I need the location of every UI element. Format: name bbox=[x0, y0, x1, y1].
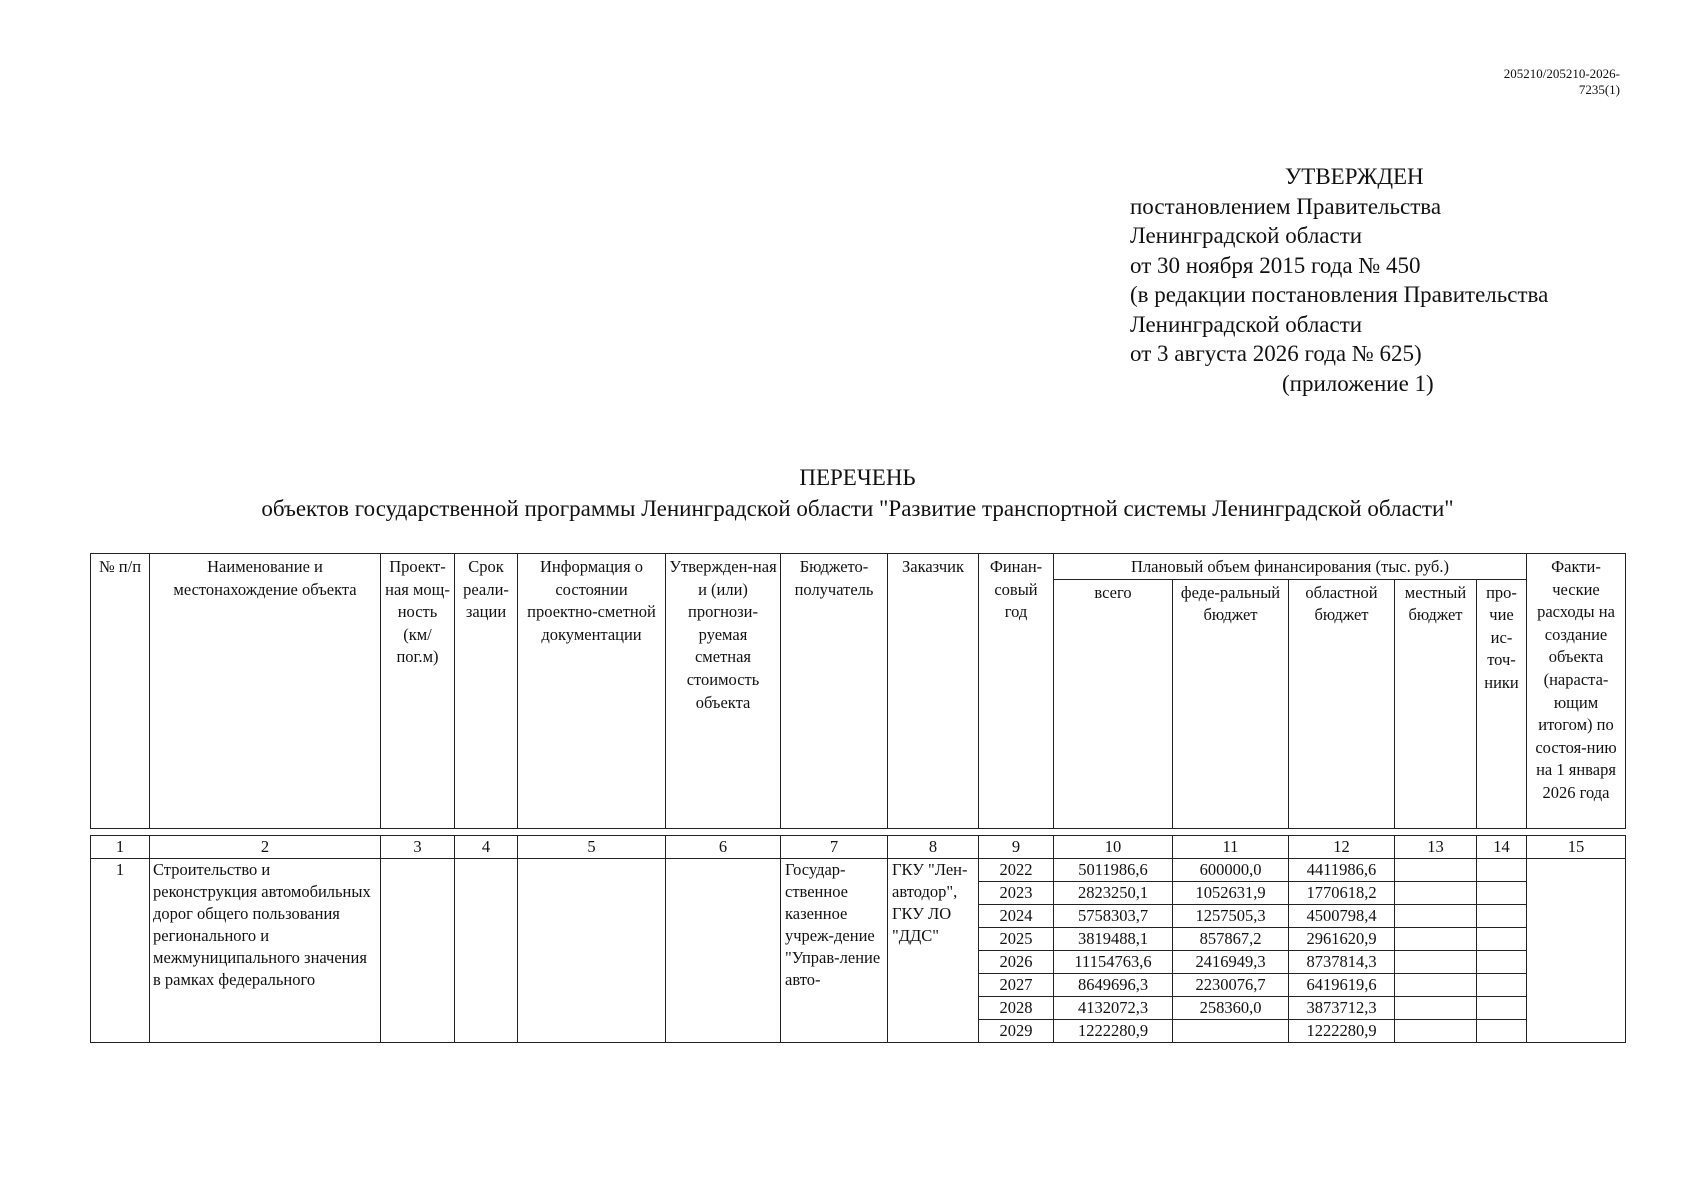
year-cell: 2027 bbox=[979, 974, 1054, 997]
column-number: 11 bbox=[1173, 836, 1289, 859]
year-cell: 2026 bbox=[979, 951, 1054, 974]
header-planned-group: Плановый объем финансирования (тыс. руб.) bbox=[1054, 554, 1527, 580]
total-cell: 11154763,6 bbox=[1054, 951, 1173, 974]
approval-annex: (приложение 1) bbox=[1282, 370, 1434, 396]
approval-line: Ленинградской области bbox=[1130, 311, 1363, 337]
federal-cell: 2416949,3 bbox=[1173, 951, 1289, 974]
year-cell: 2028 bbox=[979, 997, 1054, 1020]
header-total: всего bbox=[1054, 579, 1173, 828]
local-cell bbox=[1395, 951, 1477, 974]
year-cell: 2023 bbox=[979, 882, 1054, 905]
local-cell bbox=[1395, 997, 1477, 1020]
column-number: 4 bbox=[455, 836, 518, 859]
federal-cell: 2230076,7 bbox=[1173, 974, 1289, 997]
header-fin-year: Финан-совый год bbox=[979, 554, 1054, 829]
federal-cell: 1257505,3 bbox=[1173, 905, 1289, 928]
local-cell bbox=[1395, 974, 1477, 997]
local-cell bbox=[1395, 1020, 1477, 1043]
header-local: местный бюджет bbox=[1395, 579, 1477, 828]
regional-cell: 3873712,3 bbox=[1289, 997, 1395, 1020]
federal-cell: 258360,0 bbox=[1173, 997, 1289, 1020]
federal-cell bbox=[1173, 1020, 1289, 1043]
year-cell: 2025 bbox=[979, 928, 1054, 951]
header-name: Наименование и местонахождение объекта bbox=[150, 554, 381, 829]
approval-stamp bbox=[1130, 162, 1650, 398]
header-regional: областной бюджет bbox=[1289, 579, 1395, 828]
header-capacity: Проект-ная мощ-ность (км/ пог.м) bbox=[381, 554, 455, 829]
total-cell: 5758303,7 bbox=[1054, 905, 1173, 928]
column-number: 12 bbox=[1289, 836, 1395, 859]
total-cell: 5011986,6 bbox=[1054, 859, 1173, 882]
heading-title: ПЕРЕЧЕНЬ bbox=[799, 465, 916, 490]
local-cell bbox=[1395, 928, 1477, 951]
approval-line: (в редакции постановления Правительства bbox=[1130, 282, 1549, 307]
column-number: 6 bbox=[666, 836, 781, 859]
header-row bbox=[91, 554, 1626, 580]
object-name: Строительство и реконструкция автомобильных дорог общего пользования регионального и межмуниципального значения в рамках федерального bbox=[150, 859, 381, 1043]
other-cell bbox=[1477, 997, 1527, 1020]
regional-cell: 1770618,2 bbox=[1289, 882, 1395, 905]
regional-cell: 4411986,6 bbox=[1289, 859, 1395, 882]
approval-title: УТВЕРЖДЕН bbox=[1285, 164, 1424, 189]
heading-subtitle: объектов государственной программы Ленинградской области "Развитие транспортной системы Ленинградской области" bbox=[261, 496, 1454, 521]
table-row bbox=[91, 859, 1626, 882]
other-cell bbox=[1477, 905, 1527, 928]
regional-cell: 8737814,3 bbox=[1289, 951, 1395, 974]
regional-cell: 1222280,9 bbox=[1289, 1020, 1395, 1043]
column-number: 10 bbox=[1054, 836, 1173, 859]
approval-line: от 30 ноября 2015 года № 450 bbox=[1130, 252, 1421, 278]
other-cell bbox=[1477, 951, 1527, 974]
other-cell bbox=[1477, 882, 1527, 905]
local-cell bbox=[1395, 859, 1477, 882]
header-separator bbox=[91, 829, 1626, 836]
objects-table bbox=[90, 553, 1626, 1043]
capacity-cell bbox=[381, 859, 455, 1043]
other-cell bbox=[1477, 928, 1527, 951]
approval-line: от 3 августа 2026 года № 625) bbox=[1130, 341, 1422, 366]
customer-cell: ГКУ "Лен-автодор", ГКУ ЛО "ДДС" bbox=[888, 859, 979, 1043]
document-number: 205210/205210-2026-7235(1) bbox=[1503, 66, 1620, 97]
column-number: 15 bbox=[1527, 836, 1626, 859]
recipient-cell: Государ-ственное казенное учреж-дение "Управ-ление авто- bbox=[781, 859, 888, 1043]
header-term: Срок реали-зации bbox=[455, 554, 518, 829]
local-cell bbox=[1395, 882, 1477, 905]
header-federal: феде-ральный бюджет bbox=[1173, 579, 1289, 828]
header-cost: Утвержден-ная и (или) прогнози-руемая сметная стоимость объекта bbox=[666, 554, 781, 829]
column-number: 9 bbox=[979, 836, 1054, 859]
regional-cell: 4500798,4 bbox=[1289, 905, 1395, 928]
other-cell bbox=[1477, 974, 1527, 997]
column-number: 5 bbox=[518, 836, 666, 859]
year-cell: 2029 bbox=[979, 1020, 1054, 1043]
other-cell bbox=[1477, 1020, 1527, 1043]
regional-cell: 6419619,6 bbox=[1289, 974, 1395, 997]
year-cell: 2022 bbox=[979, 859, 1054, 882]
total-cell: 1222280,9 bbox=[1054, 1020, 1173, 1043]
cost-cell bbox=[666, 859, 781, 1043]
column-number: 7 bbox=[781, 836, 888, 859]
header-actual: Факти-ческие расходы на создание объекта (нараста-ющим итогом) по состоя-нию на 1 января 2026 года bbox=[1527, 554, 1626, 829]
total-cell: 4132072,3 bbox=[1054, 997, 1173, 1020]
local-cell bbox=[1395, 905, 1477, 928]
federal-cell: 857867,2 bbox=[1173, 928, 1289, 951]
column-number: 2 bbox=[150, 836, 381, 859]
column-number: 8 bbox=[888, 836, 979, 859]
federal-cell: 600000,0 bbox=[1173, 859, 1289, 882]
design-info-cell bbox=[518, 859, 666, 1043]
column-number-row bbox=[91, 836, 1626, 859]
approval-line: постановлением Правительства bbox=[1130, 193, 1442, 219]
header-customer: Заказчик bbox=[888, 554, 979, 829]
total-cell: 3819488,1 bbox=[1054, 928, 1173, 951]
approval-line: Ленинградской области bbox=[1130, 223, 1363, 248]
row-number: 1 bbox=[91, 859, 150, 1043]
federal-cell: 1052631,9 bbox=[1173, 882, 1289, 905]
term-cell bbox=[455, 859, 518, 1043]
column-number: 13 bbox=[1395, 836, 1477, 859]
column-number: 14 bbox=[1477, 836, 1527, 859]
header-other: про-чие ис-точ-ники bbox=[1477, 579, 1527, 828]
header-no: № п/п bbox=[91, 554, 150, 829]
regional-cell: 2961620,9 bbox=[1289, 928, 1395, 951]
total-cell: 2823250,1 bbox=[1054, 882, 1173, 905]
other-cell bbox=[1477, 859, 1527, 882]
year-cell: 2024 bbox=[979, 905, 1054, 928]
document-heading bbox=[100, 462, 1615, 524]
column-number: 3 bbox=[381, 836, 455, 859]
actual-cell bbox=[1527, 859, 1626, 1043]
header-recipient: Бюджето-получатель bbox=[781, 554, 888, 829]
total-cell: 8649696,3 bbox=[1054, 974, 1173, 997]
column-number: 1 bbox=[91, 836, 150, 859]
header-design-info: Информация о состоянии проектно-сметной документации bbox=[518, 554, 666, 829]
